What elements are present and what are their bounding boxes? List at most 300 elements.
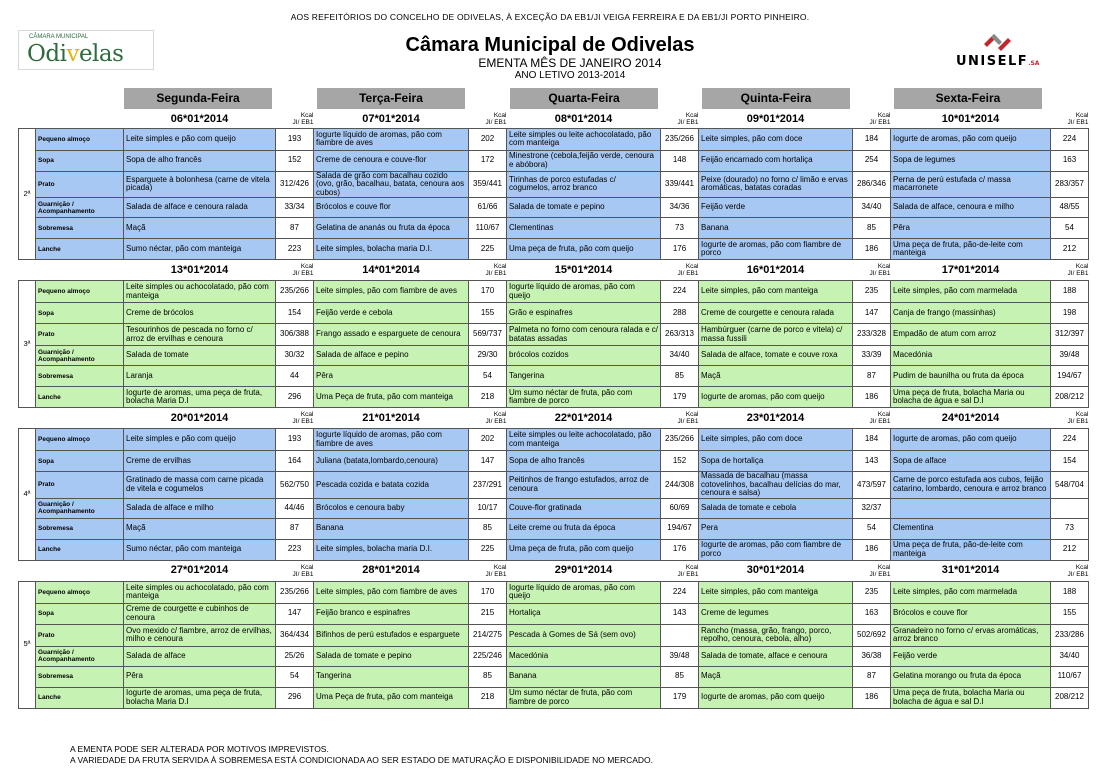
kcal-value: 54 <box>853 518 891 539</box>
top-notice: AOS REFEITÓRIOS DO CONCELHO DE ODIVELAS, À EXCEÇÃO DA EB1/JI VEIGA FERREIRA E DA EB1/JI PORTO PINHEIRO. <box>290 12 810 22</box>
kcal-value: 212 <box>1051 539 1089 560</box>
menu-item: Sopa de hortaliça <box>699 451 853 472</box>
menu-item: Hortaliça <box>507 603 661 624</box>
kcal-header <box>276 110 314 128</box>
kcal-value: 110/67 <box>1051 666 1089 687</box>
week-date-row <box>19 560 1089 581</box>
kcal-value: 170 <box>469 581 507 603</box>
kcal-label: Kcal <box>1075 411 1089 418</box>
school-year: ANO LETIVO 2013-2014 <box>514 70 626 81</box>
meal-row <box>19 646 1089 666</box>
meal-type-label: Lanche <box>36 687 124 708</box>
meal-type-label: Prato <box>36 624 124 646</box>
date-cell: 16*01*2014 <box>699 260 853 281</box>
date-cell: 21*01*2014 <box>314 408 469 429</box>
menu-item: Iogurte de aromas, pão com queijo <box>699 387 853 408</box>
kcal-value: 54 <box>276 666 314 687</box>
menu-item: Creme de brócolos <box>124 303 276 324</box>
kcal-value: 214/275 <box>469 624 507 646</box>
meal-row <box>19 687 1089 708</box>
menu-item: Creme de legumes <box>699 603 853 624</box>
day-header-monday: Segunda-Feira <box>124 88 272 109</box>
spacer-cell <box>36 408 124 429</box>
spacer-cell <box>19 260 36 281</box>
footer-note: A EMENTA PODE SER ALTERADA POR MOTIVOS IMPREVISTOS. <box>70 744 329 754</box>
kcal-sublabel: JI/ EB1 <box>1067 570 1089 578</box>
menu-item: Canja de frango (massinhas) <box>891 303 1051 324</box>
kcal-value: 154 <box>1051 451 1089 472</box>
meal-row <box>19 171 1089 198</box>
kcal-header <box>1051 408 1089 429</box>
menu-item: Gelatina morango ou fruta da época <box>891 666 1051 687</box>
menu-item: Feijão verde e cebola <box>314 303 469 324</box>
meal-row <box>19 324 1089 346</box>
menu-item: Pescada à Gomes de Sá (sem ovo) <box>507 624 661 646</box>
kcal-value: 202 <box>469 128 507 150</box>
menu-item: Leite simples e pão com queijo <box>124 429 276 451</box>
menu-item: Salada de alface <box>124 646 276 666</box>
kcal-value: 339/441 <box>661 171 699 198</box>
meal-type-label: Pequeno almoço <box>36 281 124 303</box>
menu-item: Leite simples, pão com marmelada <box>891 281 1051 303</box>
meal-row <box>19 239 1089 260</box>
kcal-header <box>853 110 891 128</box>
week-label: 4ª <box>19 429 36 561</box>
menu-item: Banana <box>507 666 661 687</box>
menu-item: Leite simples, pão com fiambre de aves <box>314 581 469 603</box>
kcal-value: 194/67 <box>661 518 699 539</box>
uniself-logo <box>948 30 1056 70</box>
kcal-sublabel: JI/ EB1 <box>292 570 314 578</box>
menu-item: Brócolos e cenoura baby <box>314 498 469 518</box>
footer-notes <box>70 744 653 766</box>
kcal-value: 244/308 <box>661 472 699 499</box>
footer-note: A VARIEDADE DA FRUTA SERVIDA À SOBREMESA ESTÁ CONDICIONADA AO SER ESTADO DE MATURAÇÃO E DISPONIBILIDADE NO MERCADO. <box>70 755 654 765</box>
kcal-value: 296 <box>276 387 314 408</box>
spacer-cell <box>36 560 124 581</box>
kcal-value: 184 <box>853 128 891 150</box>
page-title: Câmara Municipal de Odivelas <box>405 34 695 56</box>
kcal-value: 61/66 <box>469 198 507 218</box>
menu-item: Couve-flor gratinada <box>507 498 661 518</box>
kcal-label: Kcal <box>300 411 314 418</box>
kcal-value: 194/67 <box>1051 366 1089 387</box>
kcal-value: 286/346 <box>853 171 891 198</box>
kcal-value: 34/36 <box>661 198 699 218</box>
kcal-value: 54 <box>1051 218 1089 239</box>
date-cell: 28*01*2014 <box>314 560 469 581</box>
kcal-sublabel: JI/ EB1 <box>677 270 699 277</box>
meal-row <box>19 281 1089 303</box>
menu-item: Pudim de baunilha ou fruta da época <box>891 366 1051 387</box>
menu-item: Perna de perú estufada c/ massa macarronete <box>891 171 1051 198</box>
menu-item: Tangerina <box>314 666 469 687</box>
menu-item: Iogurte de aromas, pão com queijo <box>699 687 853 708</box>
menu-item: Um sumo néctar de fruta, pão com fiambre de porco <box>507 687 661 708</box>
kcal-value: 283/357 <box>1051 171 1089 198</box>
kcal-label: Kcal <box>1075 111 1089 119</box>
kcal-value: 34/40 <box>1051 646 1089 666</box>
spacer-cell <box>36 110 124 128</box>
menu-item: Leite simples e pão com queijo <box>124 128 276 150</box>
meal-type-label: Sobremesa <box>36 666 124 687</box>
menu-item: Esparguete à bolonhesa (carne de vitela picada) <box>124 171 276 198</box>
menu-item: Tesourinhos de pescada no forno c/ arroz de ervilhas e cenoura <box>124 324 276 346</box>
kcal-value: 148 <box>661 150 699 171</box>
menu-item: Minestrone (cebola,feijão verde, cenoura e abóbora) <box>507 150 661 171</box>
kcal-value: 224 <box>661 581 699 603</box>
kcal-label: Kcal <box>685 111 699 119</box>
kcal-value: 32/37 <box>853 498 891 518</box>
kcal-value: 39/48 <box>1051 346 1089 366</box>
day-header-friday: Sexta-Feira <box>894 88 1042 109</box>
kcal-value: 364/434 <box>276 624 314 646</box>
meal-type-label: Lanche <box>36 539 124 560</box>
kcal-header <box>661 260 699 281</box>
kcal-value: 44/46 <box>276 498 314 518</box>
kcal-sublabel: JI/ EB1 <box>677 570 699 578</box>
menu-item: Creme de cenoura e couve-flor <box>314 150 469 171</box>
kcal-value: 198 <box>1051 303 1089 324</box>
kcal-label: Kcal <box>493 263 507 270</box>
meal-row <box>19 346 1089 366</box>
heart-icon: v <box>66 41 79 67</box>
menu-item: Sopa de alface <box>891 451 1051 472</box>
menu-item: Brócolos e couve flor <box>314 198 469 218</box>
date-cell: 20*01*2014 <box>124 408 276 429</box>
uniself-wordmark: UNISELF.SA <box>956 54 1040 69</box>
kcal-label: Kcal <box>685 563 699 571</box>
menu-item: Pescada cozida e batata cozida <box>314 472 469 499</box>
menu-item: Salada de tomate, alface e cenoura <box>699 646 853 666</box>
menu-item: Banana <box>314 518 469 539</box>
week-label: 2ª <box>19 128 36 260</box>
menu-item: Maçã <box>124 518 276 539</box>
menu-item: Peitinhos de frango estufados, arroz de cenoura <box>507 472 661 499</box>
menu-item: Leite simples, pão com doce <box>699 429 853 451</box>
menu-item: Iogurte líquido de aromas, pão com fiambre de aves <box>314 128 469 150</box>
kcal-value: 502/692 <box>853 624 891 646</box>
menu-item: Leite simples ou achocolatado, pão com manteiga <box>124 281 276 303</box>
menu-item: Feijão encarnado com hortaliça <box>699 150 853 171</box>
spacer-cell <box>19 560 36 581</box>
kcal-value: 263/313 <box>661 324 699 346</box>
kcal-value: 30/32 <box>276 346 314 366</box>
meal-row <box>19 451 1089 472</box>
week-date-row <box>19 110 1089 128</box>
kcal-value: 48/55 <box>1051 198 1089 218</box>
menu-item: Pêra <box>314 366 469 387</box>
kcal-value: 233/328 <box>853 324 891 346</box>
menu-item: Clementina <box>891 518 1051 539</box>
kcal-sublabel: JI/ EB1 <box>1067 270 1089 277</box>
kcal-value: 186 <box>853 239 891 260</box>
week-label: 3ª <box>19 281 36 408</box>
kcal-value: 208/212 <box>1051 687 1089 708</box>
menu-item: Clementinas <box>507 218 661 239</box>
menu-item: Tangerina <box>507 366 661 387</box>
menu-item: Tirinhas de porco estufadas c/ cogumelos, arroz branco <box>507 171 661 198</box>
kcal-value: 85 <box>661 366 699 387</box>
kcal-value: 235/266 <box>276 581 314 603</box>
kcal-value: 110/67 <box>469 218 507 239</box>
kcal-header <box>661 408 699 429</box>
menu-item: Leite simples ou leite achocolatado, pão com manteiga <box>507 128 661 150</box>
meal-row <box>19 539 1089 560</box>
meal-type-label: Guarnição / Acompanhamento <box>36 198 124 218</box>
meal-type-label: Lanche <box>36 387 124 408</box>
menu-item: Creme de ervilhas <box>124 451 276 472</box>
date-cell: 27*01*2014 <box>124 560 276 581</box>
meal-type-label: Sopa <box>36 150 124 171</box>
menu-item: Leite simples, bolacha maria D.I. <box>314 239 469 260</box>
menu-item: brócolos cozidos <box>507 346 661 366</box>
uniself-mark-icon <box>980 30 1016 52</box>
meal-type-label: Sobremesa <box>36 218 124 239</box>
menu-item: Gelatina de ananás ou fruta da época <box>314 218 469 239</box>
menu-item: Iogurte líquido de aromas, pão com queijo <box>507 581 661 603</box>
menu-item: Carne de porco estufada aos cubos, feijão catarino, lombardo, cenoura e arroz branco <box>891 472 1051 499</box>
kcal-value: 85 <box>853 218 891 239</box>
menu-item: Uma peça de fruta, pão com queijo <box>507 539 661 560</box>
date-cell: 23*01*2014 <box>699 408 853 429</box>
kcal-value: 172 <box>469 150 507 171</box>
kcal-sublabel: JI/ EB1 <box>869 570 891 578</box>
week-label: 5ª <box>19 581 36 708</box>
menu-item: Juliana (batata,lombardo,cenoura) <box>314 451 469 472</box>
kcal-value: 147 <box>276 603 314 624</box>
meal-type-label: Guarnição / Acompanhamento <box>36 498 124 518</box>
kcal-label: Kcal <box>877 263 891 270</box>
meal-type-label: Pequeno almoço <box>36 429 124 451</box>
date-cell: 22*01*2014 <box>507 408 661 429</box>
menu-item: Brócolos e couve flor <box>891 603 1051 624</box>
kcal-sublabel: JI/ EB1 <box>485 418 507 425</box>
kcal-value: 569/737 <box>469 324 507 346</box>
meal-row <box>19 624 1089 646</box>
menu-item: Sopa de alho francês <box>124 150 276 171</box>
kcal-value: 193 <box>276 128 314 150</box>
kcal-value: 359/441 <box>469 171 507 198</box>
meal-type-label: Sobremesa <box>36 518 124 539</box>
kcal-value: 224 <box>1051 128 1089 150</box>
kcal-label: Kcal <box>493 563 507 571</box>
kcal-value: 163 <box>1051 150 1089 171</box>
kcal-value: 85 <box>469 666 507 687</box>
menu-item: Banana <box>699 218 853 239</box>
meal-row <box>19 128 1089 150</box>
kcal-value: 215 <box>469 603 507 624</box>
kcal-value: 147 <box>469 451 507 472</box>
menu-item: Salada de alface e cenoura ralada <box>124 198 276 218</box>
date-cell: 13*01*2014 <box>124 260 276 281</box>
kcal-value: 186 <box>853 687 891 708</box>
meal-type-label: Sopa <box>36 451 124 472</box>
menu-item: Salada de tomate e pepino <box>314 646 469 666</box>
kcal-label: Kcal <box>685 263 699 270</box>
menu-item: Granadeiro no forno c/ ervas aromáticas, arroz branco <box>891 624 1051 646</box>
menu-item: Maçã <box>699 666 853 687</box>
menu-item: Uma peça de fruta, pão-de-leite com manteiga <box>891 539 1051 560</box>
kcal-header <box>1051 560 1089 581</box>
kcal-value: 224 <box>661 281 699 303</box>
date-cell: 29*01*2014 <box>507 560 661 581</box>
kcal-value: 225 <box>469 539 507 560</box>
kcal-value: 188 <box>1051 581 1089 603</box>
meal-row <box>19 198 1089 218</box>
kcal-sublabel: JI/ EB1 <box>869 270 891 277</box>
date-cell: 14*01*2014 <box>314 260 469 281</box>
kcal-value: 223 <box>276 239 314 260</box>
menu-item-empty <box>891 498 1051 518</box>
meal-row <box>19 498 1089 518</box>
kcal-value: 179 <box>661 387 699 408</box>
kcal-value: 34/40 <box>661 346 699 366</box>
menu-item: Salada de grão com bacalhau cozido (ovo, grão, bacalhau, batata, cenoura aos cubos) <box>314 171 469 198</box>
kcal-header <box>276 408 314 429</box>
menu-item: Pêra <box>124 666 276 687</box>
date-cell: 07*01*2014 <box>314 110 469 128</box>
menu-item: Iogurte de aromas, uma peça de fruta, bolacha Maria D.I <box>124 387 276 408</box>
kcal-label: Kcal <box>493 111 507 119</box>
meal-type-label: Prato <box>36 324 124 346</box>
menu-item: Leite simples, pão com marmelada <box>891 581 1051 603</box>
kcal-value: 54 <box>469 366 507 387</box>
kcal-sublabel: JI/ EB1 <box>292 418 314 425</box>
kcal-value: 44 <box>276 366 314 387</box>
kcal-sublabel: JI/ EB1 <box>292 118 314 126</box>
kcal-value <box>661 624 699 646</box>
menu-item: Creme de courgette e cenoura ralada <box>699 303 853 324</box>
kcal-value: 29/30 <box>469 346 507 366</box>
kcal-label: Kcal <box>300 563 314 571</box>
menu-item: Salada de alface e milho <box>124 498 276 518</box>
kcal-label: Kcal <box>493 411 507 418</box>
menu-item: Iogurte de aromas, pão com queijo <box>891 429 1051 451</box>
kcal-value: 237/291 <box>469 472 507 499</box>
menu-item: Empadão de atum com arroz <box>891 324 1051 346</box>
kcal-value: 473/597 <box>853 472 891 499</box>
kcal-value: 87 <box>853 366 891 387</box>
menu-item: Um sumo néctar de fruta, pão com fiambre de porco <box>507 387 661 408</box>
menu-item: Maçã <box>699 366 853 387</box>
kcal-value: 143 <box>853 451 891 472</box>
date-cell: 10*01*2014 <box>891 110 1051 128</box>
meal-type-label: Sopa <box>36 303 124 324</box>
meal-type-label: Sopa <box>36 603 124 624</box>
kcal-value: 163 <box>853 603 891 624</box>
menu-item: Uma Peça de fruta, pão com manteiga <box>314 387 469 408</box>
meal-row <box>19 666 1089 687</box>
meal-type-label: Prato <box>36 472 124 499</box>
kcal-value: 233/286 <box>1051 624 1089 646</box>
kcal-value: 155 <box>469 303 507 324</box>
week-date-row <box>19 260 1089 281</box>
kcal-label: Kcal <box>1075 263 1089 270</box>
meal-type-label: Guarnição / Acompanhamento <box>36 646 124 666</box>
kcal-value: 85 <box>661 666 699 687</box>
kcal-sublabel: JI/ EB1 <box>292 270 314 277</box>
kcal-value: 33/39 <box>853 346 891 366</box>
kcal-value: 33/34 <box>276 198 314 218</box>
kcal-label: Kcal <box>877 411 891 418</box>
menu-item: Sumo néctar, pão com manteiga <box>124 239 276 260</box>
kcal-header <box>276 260 314 281</box>
kcal-header <box>853 260 891 281</box>
kcal-value: 87 <box>276 218 314 239</box>
kcal-value: 170 <box>469 281 507 303</box>
week-date-row <box>19 408 1089 429</box>
kcal-value: 152 <box>276 150 314 171</box>
odivelas-logo <box>18 30 154 70</box>
menu-item: Maçã <box>124 218 276 239</box>
menu-item: Macedónia <box>891 346 1051 366</box>
meal-row <box>19 387 1089 408</box>
menu-item: Leite simples, pão com doce <box>699 128 853 150</box>
kcal-value: 25/26 <box>276 646 314 666</box>
kcal-value: 218 <box>469 387 507 408</box>
menu-item: Uma peça de fruta, pão com queijo <box>507 239 661 260</box>
meal-row <box>19 518 1089 539</box>
meal-row <box>19 581 1089 603</box>
kcal-value: 186 <box>853 539 891 560</box>
kcal-label: Kcal <box>300 111 314 119</box>
menu-table <box>18 110 1089 709</box>
menu-item: Feijão verde <box>699 198 853 218</box>
menu-item: Iogurte de aromas, pão com fiambre de porco <box>699 239 853 260</box>
kcal-sublabel: JI/ EB1 <box>485 570 507 578</box>
meal-row <box>19 150 1089 171</box>
kcal-sublabel: JI/ EB1 <box>485 118 507 126</box>
menu-item: Hambúrguer (carne de porco e vitela) c/ massa fussili <box>699 324 853 346</box>
kcal-sublabel: JI/ EB1 <box>1067 418 1089 425</box>
menu-item: Sopa de legumes <box>891 150 1051 171</box>
date-cell: 24*01*2014 <box>891 408 1051 429</box>
kcal-value: 235/266 <box>276 281 314 303</box>
menu-item: Salada de tomate <box>124 346 276 366</box>
menu-item: Pêra <box>891 218 1051 239</box>
kcal-value: 39/48 <box>661 646 699 666</box>
spacer-cell <box>19 408 36 429</box>
kcal-label: Kcal <box>300 263 314 270</box>
date-cell: 30*01*2014 <box>699 560 853 581</box>
logo-wordmark: Odivelas <box>27 41 124 67</box>
menu-item: Feijão branco e espinafres <box>314 603 469 624</box>
kcal-value: 184 <box>853 429 891 451</box>
menu-item: Gratinado de massa com carne picada de vitela e cogumelos <box>124 472 276 499</box>
kcal-sublabel: JI/ EB1 <box>869 118 891 126</box>
kcal-value: 73 <box>1051 518 1089 539</box>
menu-item: Uma peça de fruta, bolacha Maria ou bolacha de água e sal D.I <box>891 387 1051 408</box>
spacer-cell <box>36 260 124 281</box>
menu-item: Salada de tomate e cebola <box>699 498 853 518</box>
date-cell: 06*01*2014 <box>124 110 276 128</box>
kcal-value: 179 <box>661 687 699 708</box>
kcal-value: 164 <box>276 451 314 472</box>
meal-type-label: Lanche <box>36 239 124 260</box>
kcal-value: 87 <box>276 518 314 539</box>
menu-item: Macedónia <box>507 646 661 666</box>
kcal-sublabel: JI/ EB1 <box>677 118 699 126</box>
menu-item: Salada de alface e pepino <box>314 346 469 366</box>
kcal-value: 147 <box>853 303 891 324</box>
kcal-value: 296 <box>276 687 314 708</box>
meal-row <box>19 303 1089 324</box>
kcal-value-empty <box>1051 498 1089 518</box>
menu-item: Uma peça de fruta, bolacha Maria ou bolacha de água e sal D.I <box>891 687 1051 708</box>
kcal-header <box>469 260 507 281</box>
day-header-wednesday: Quarta-Feira <box>510 88 658 109</box>
